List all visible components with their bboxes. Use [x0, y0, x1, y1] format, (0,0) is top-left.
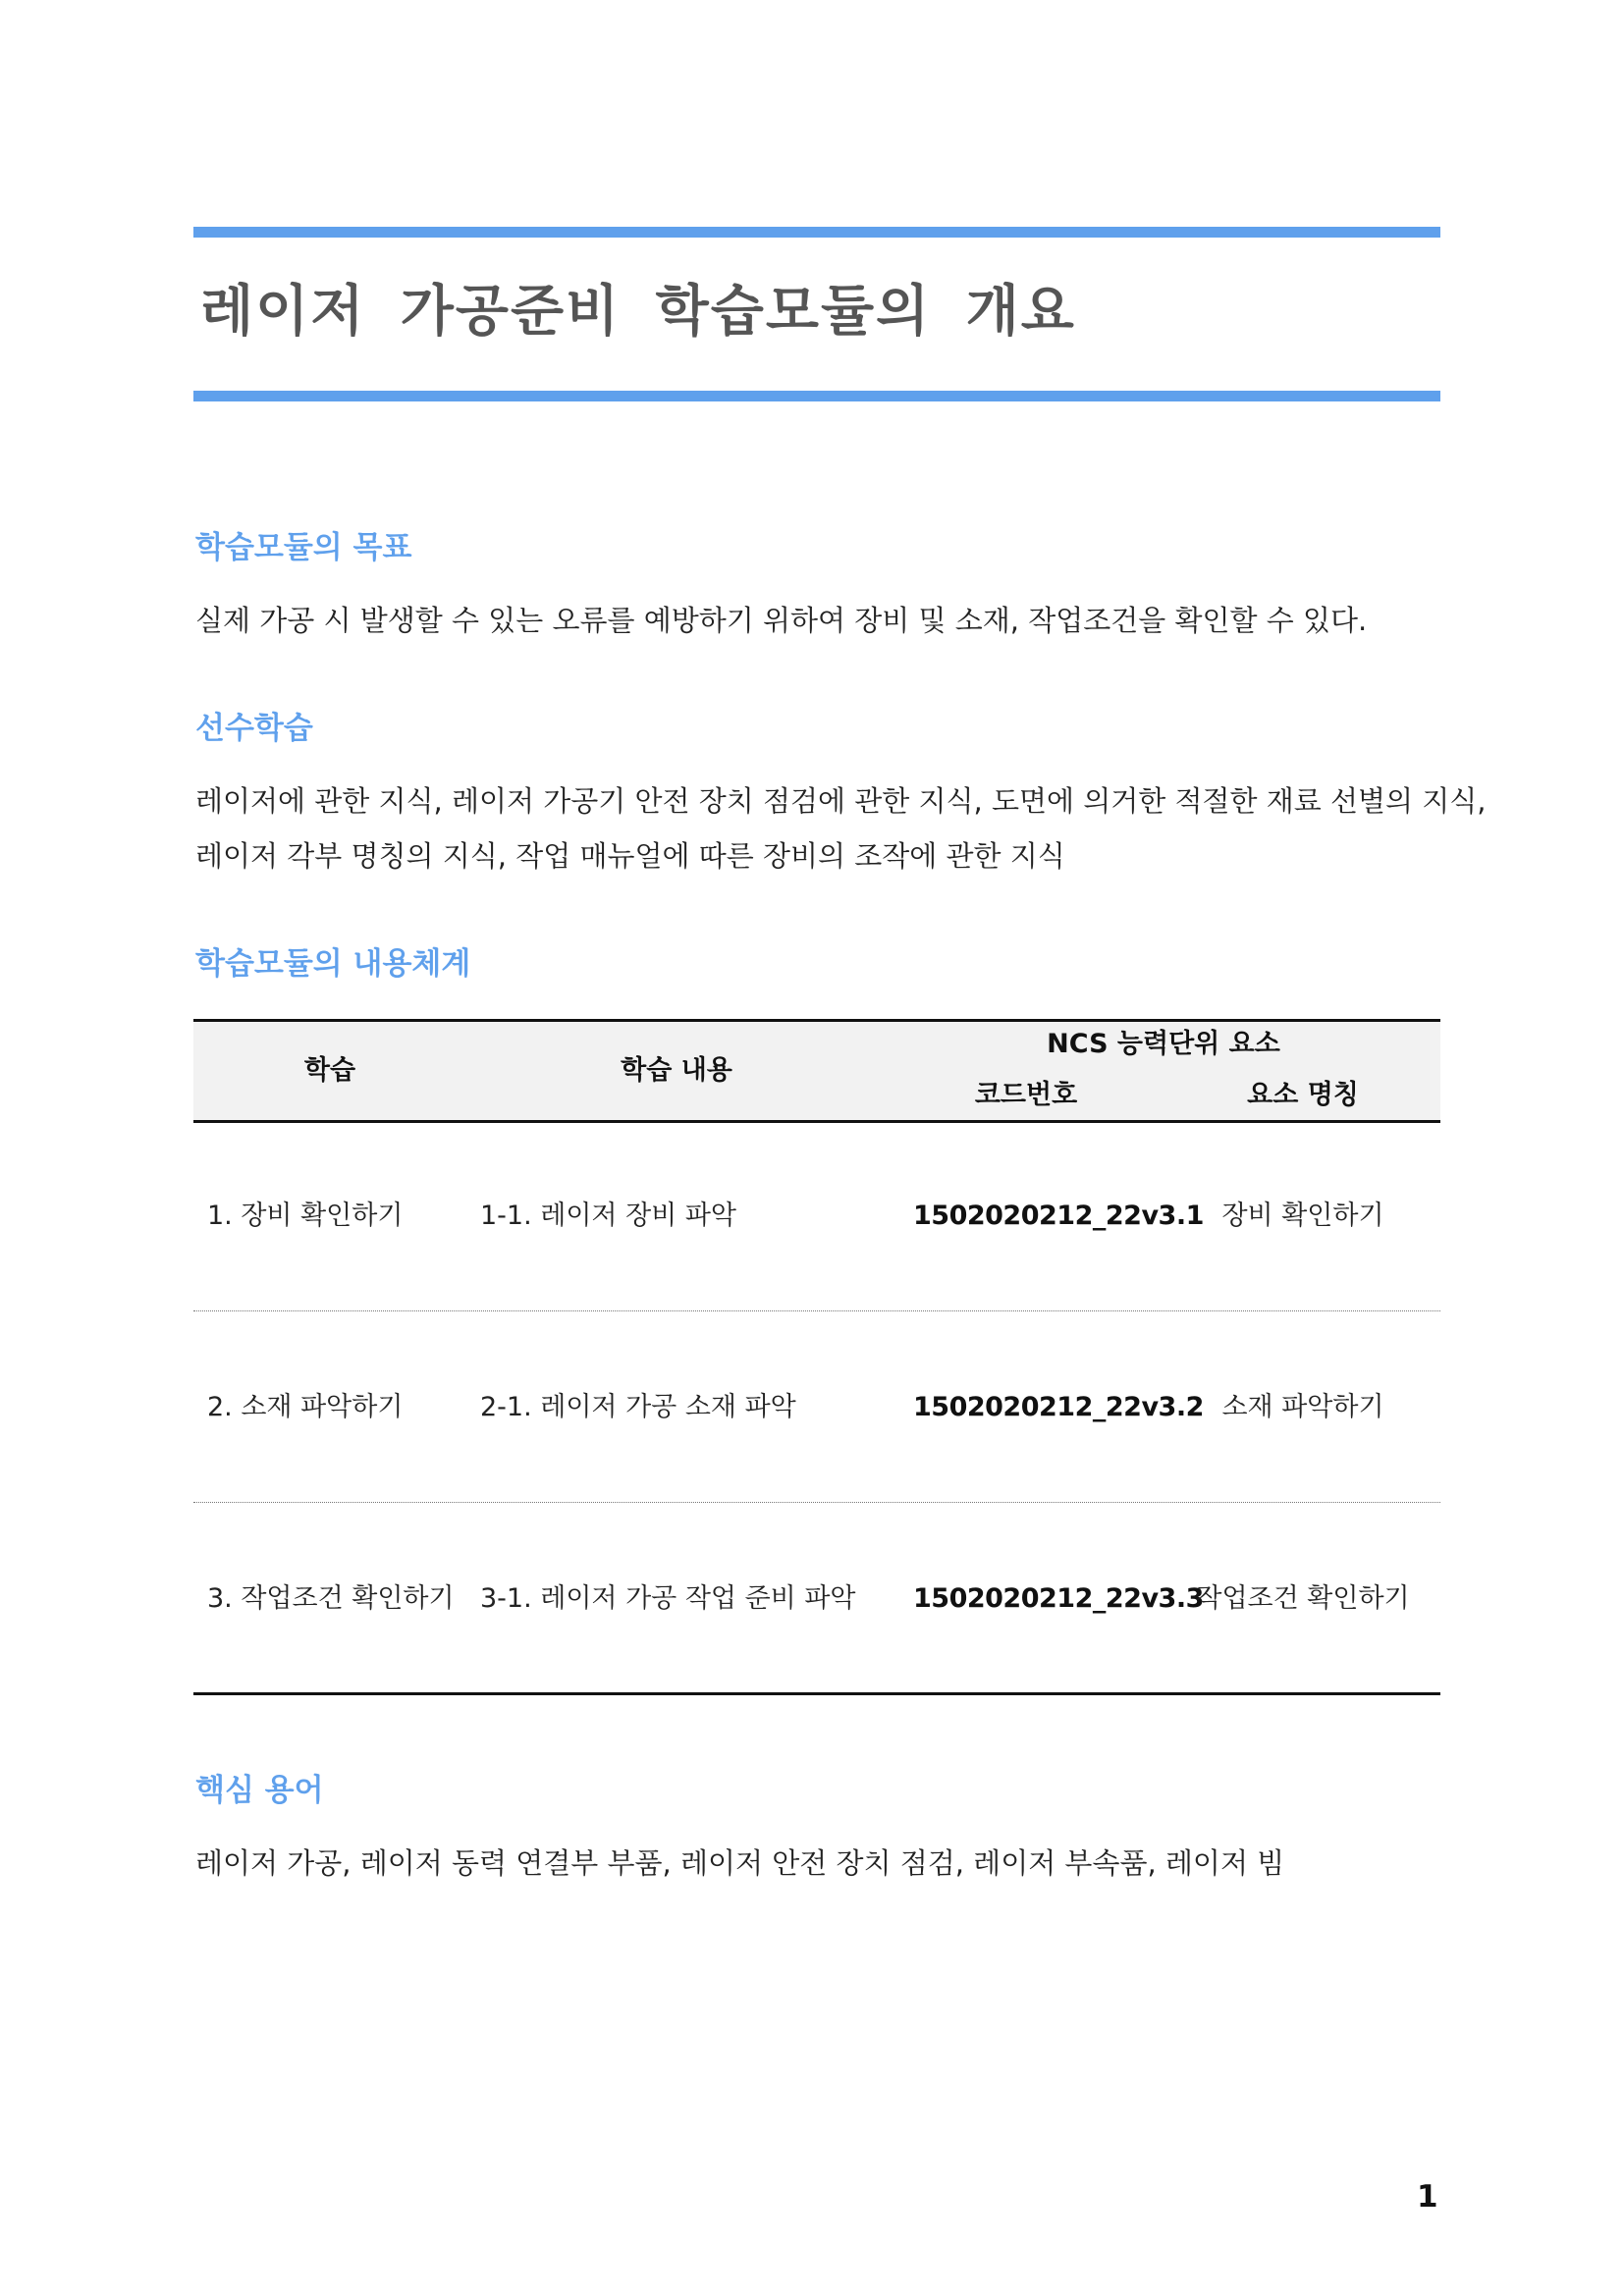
header-content: 학습 내용	[621, 1055, 732, 1086]
cell-code: 1502020212_22v3.1	[913, 1201, 1204, 1231]
cell-code: 1502020212_22v3.3	[913, 1583, 1204, 1614]
cell-content: 2-1. 레이저 가공 소재 파악	[480, 1392, 796, 1422]
header-element-name: 요소 명칭	[1247, 1080, 1359, 1110]
cell-element: 소재 파악하기	[1221, 1392, 1384, 1422]
cell-content: 3-1. 레이저 가공 작업 준비 파악	[480, 1583, 856, 1614]
cell-learning: 3. 작업조건 확인하기	[207, 1583, 455, 1614]
row-divider	[193, 1310, 1440, 1311]
prereq-text-line2: 레이저 각부 명칭의 지식, 작업 매뉴얼에 따른 장비의 조작에 관한 지식	[195, 839, 1065, 873]
row-divider	[193, 1502, 1440, 1503]
goal-text: 실제 가공 시 발생할 수 있는 오류를 예방하기 위하여 장비 및 소재, 작업조건을 확인할 수 있다.	[195, 604, 1368, 637]
page-number: 1	[1417, 2179, 1438, 2215]
cell-content: 1-1. 레이저 장비 파악	[480, 1201, 737, 1231]
header-code: 코드번호	[974, 1080, 1078, 1110]
table-top-rule	[193, 1019, 1440, 1022]
table-header-rule	[193, 1120, 1440, 1123]
cell-learning: 2. 소재 파악하기	[207, 1392, 404, 1422]
title-bottom-bar	[193, 391, 1440, 401]
terms-text: 레이저 가공, 레이저 동력 연결부 부품, 레이저 안전 장치 점검, 레이저 부속품, 레이저 빔	[195, 1846, 1285, 1880]
cell-code: 1502020212_22v3.2	[913, 1392, 1204, 1422]
cell-learning: 1. 장비 확인하기	[207, 1201, 404, 1231]
table-bottom-rule	[193, 1692, 1440, 1695]
terms-heading: 핵심 용어	[195, 1773, 324, 1808]
header-ncs-group: NCS 능력단위 요소	[1047, 1029, 1280, 1059]
cell-element: 작업조건 확인하기	[1196, 1583, 1410, 1614]
prereq-text-line1: 레이저에 관한 지식, 레이저 가공기 안전 장치 점검에 관한 지식, 도면에 의거한 적절한 재료 선별의 지식,	[195, 784, 1487, 818]
goal-heading: 학습모듈의 목표	[195, 530, 412, 565]
structure-heading: 학습모듈의 내용체계	[195, 946, 471, 982]
title-top-bar	[193, 227, 1440, 238]
prereq-heading: 선수학습	[195, 711, 313, 746]
document-title: 레이저 가공준비 학습모듈의 개요	[200, 280, 1076, 344]
cell-element: 장비 확인하기	[1221, 1201, 1384, 1231]
header-learning: 학습	[303, 1055, 356, 1086]
